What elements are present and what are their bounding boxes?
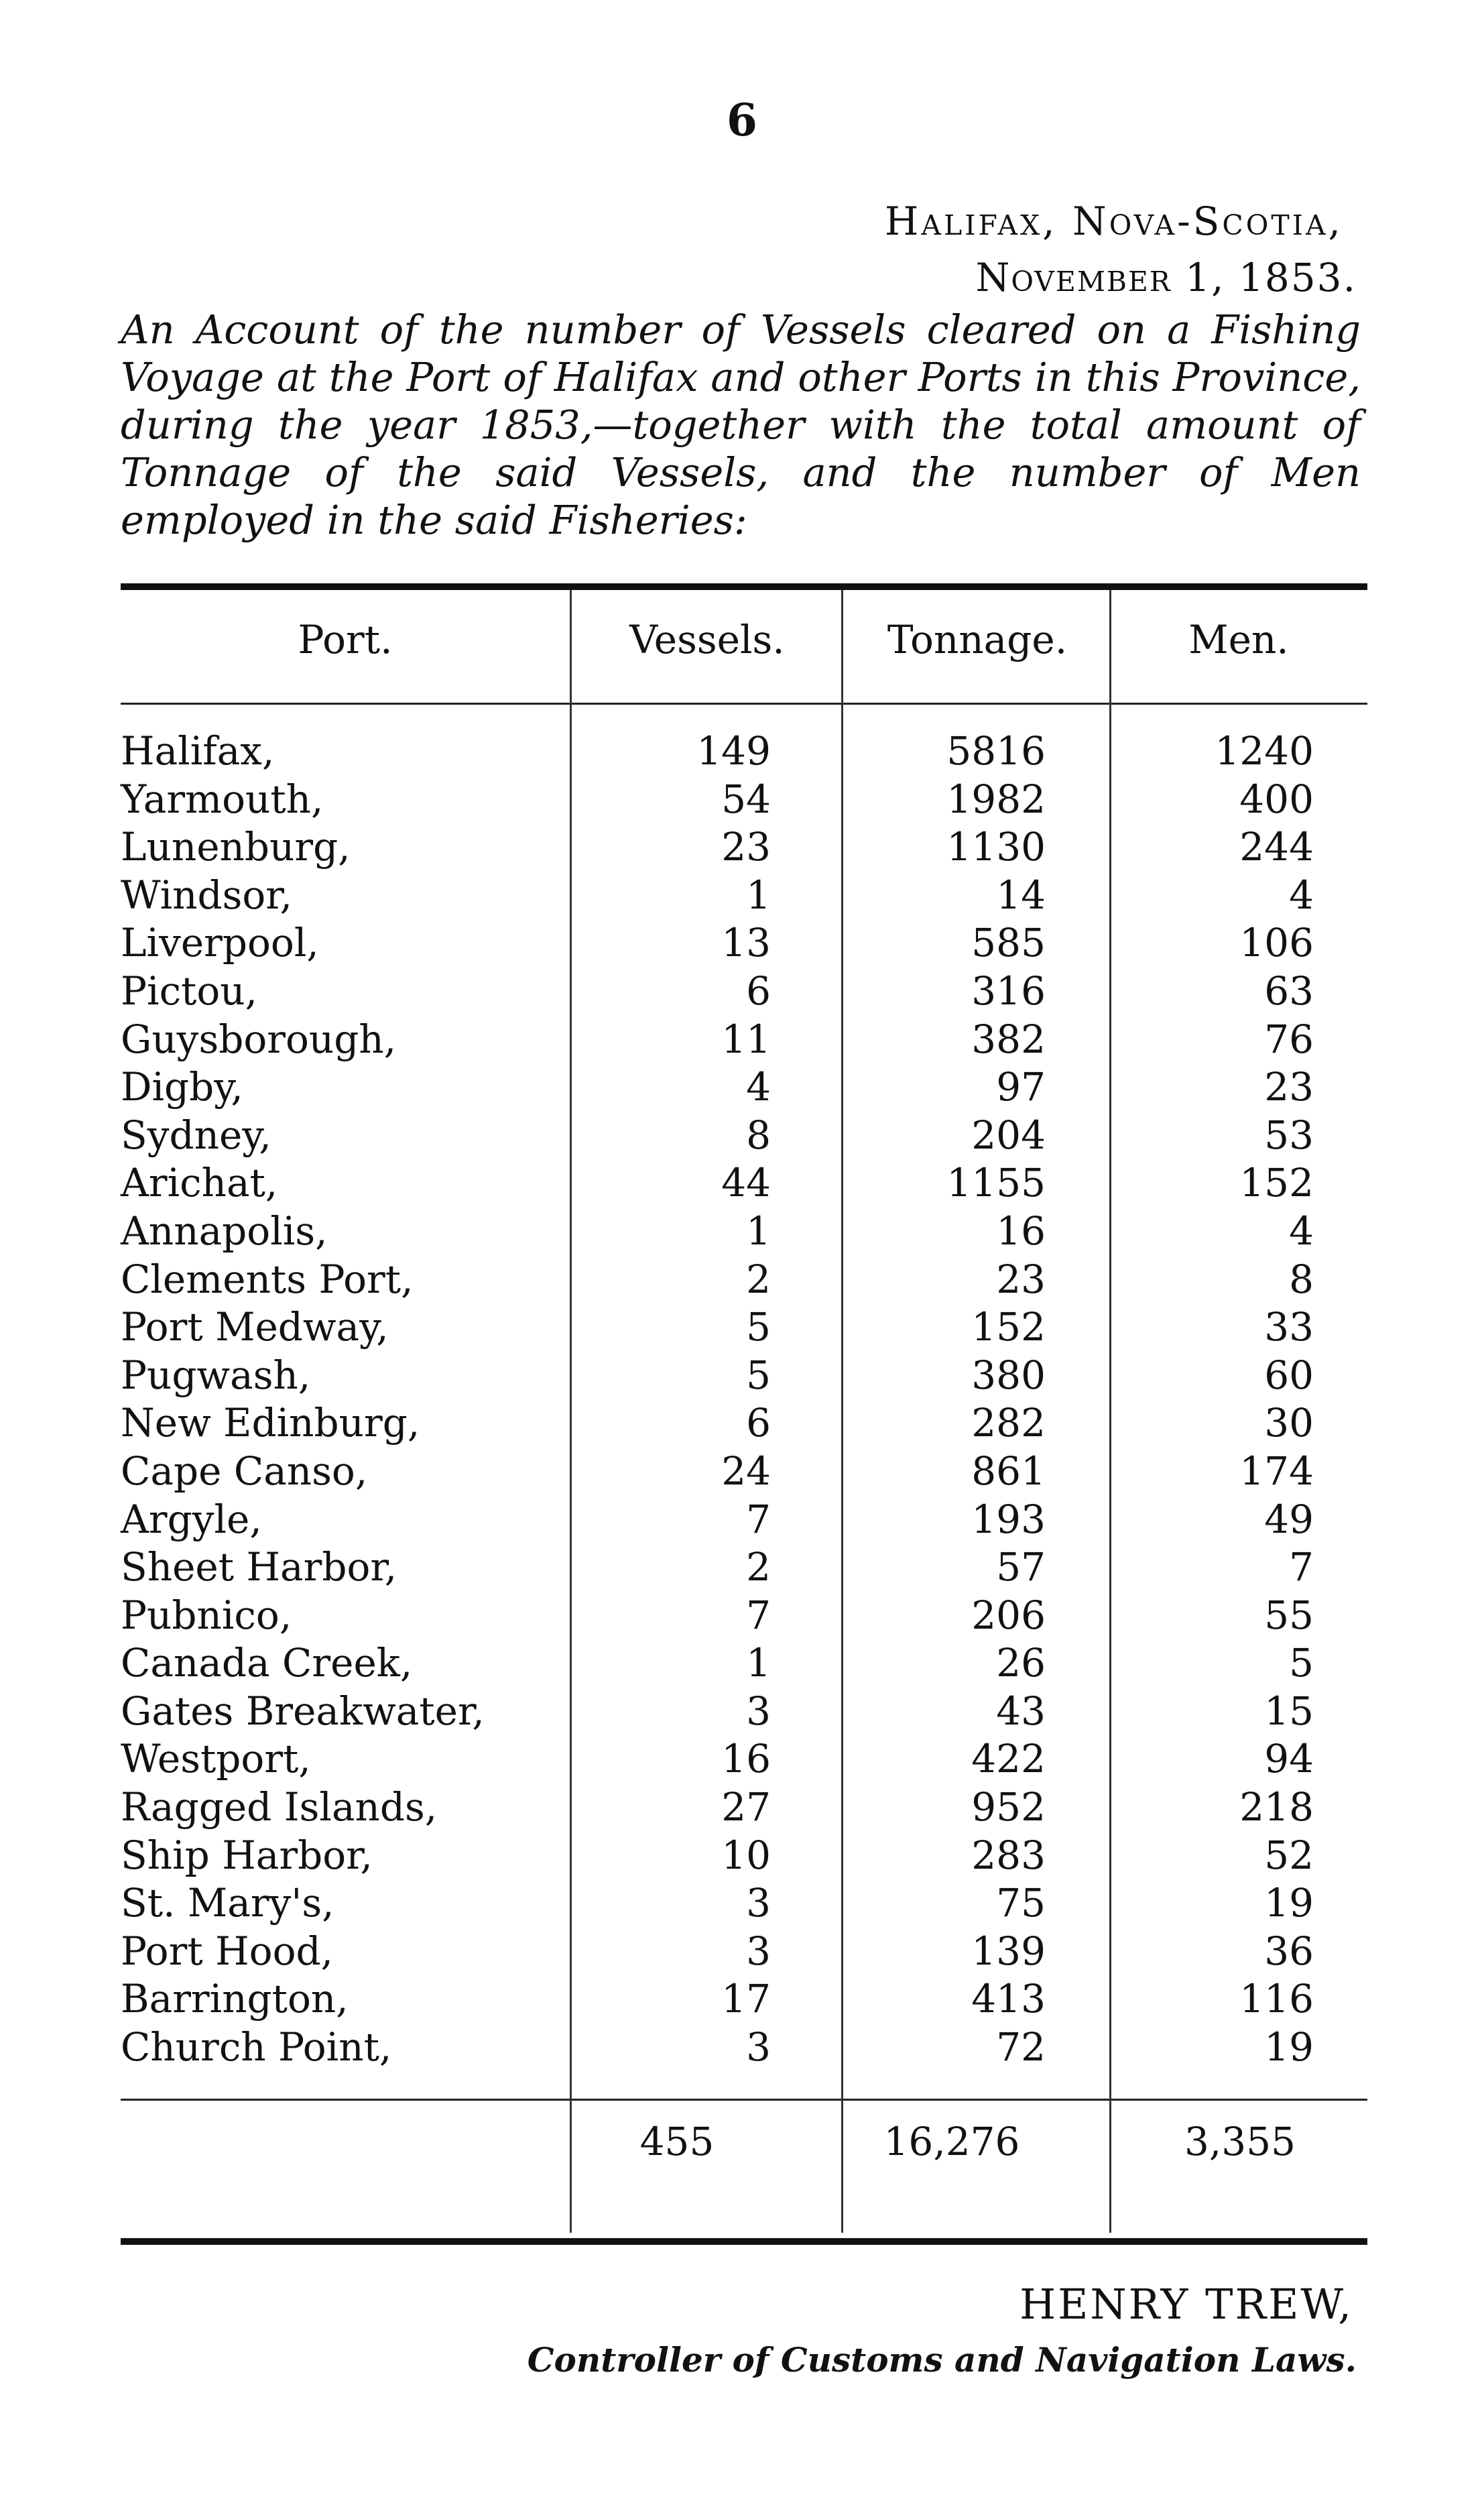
- vessels-cell: 54: [721, 776, 771, 822]
- men-cell: 7: [1289, 1544, 1314, 1590]
- tonnage-cell: 97: [996, 1064, 1046, 1110]
- tonnage-cell: 382: [971, 1016, 1046, 1062]
- men-cell: 52: [1264, 1832, 1314, 1878]
- men-cell: 244: [1239, 824, 1314, 870]
- men-cell: 60: [1264, 1352, 1314, 1398]
- port-cell: Canada Creek,: [121, 1640, 413, 1686]
- page-number: 6: [727, 94, 757, 146]
- table-row: [0, 1784, 1484, 1832]
- port-cell: Ship Harbor,: [121, 1832, 373, 1878]
- vessels-cell: 3: [746, 1928, 771, 1974]
- vessels-cell: 8: [746, 1112, 771, 1158]
- date-heading: November 1, 1853.: [975, 255, 1357, 300]
- signatory-name: HENRY TREW,: [1019, 2280, 1353, 2329]
- totals-row: [0, 2119, 1484, 2172]
- tonnage-cell: 152: [971, 1304, 1046, 1350]
- vessels-cell: 6: [746, 968, 771, 1014]
- tonnage-cell: 23: [996, 1256, 1046, 1302]
- port-cell: Ragged Islands,: [121, 1784, 438, 1830]
- port-cell: New Edinburg,: [121, 1400, 420, 1446]
- table-row: [0, 872, 1484, 920]
- table-row: [0, 1639, 1484, 1688]
- vessels-cell: 11: [721, 1016, 771, 1062]
- vessels-cell: 44: [721, 1160, 771, 1206]
- tonnage-cell: 57: [996, 1544, 1046, 1590]
- men-cell: 76: [1264, 1016, 1314, 1062]
- vessels-cell: 27: [721, 1784, 771, 1830]
- tonnage-cell: 952: [971, 1784, 1046, 1830]
- table-row: [0, 1592, 1484, 1640]
- port-cell: Lunenburg,: [121, 824, 351, 870]
- table-row: [0, 1016, 1484, 1064]
- tonnage-cell: 585: [971, 920, 1046, 966]
- vessels-cell: 3: [746, 1688, 771, 1734]
- vessels-cell: 3: [746, 2024, 771, 2070]
- tonnage-cell: 413: [971, 1976, 1046, 2022]
- table-row: [0, 1303, 1484, 1352]
- tonnage-cell: 16: [996, 1208, 1046, 1254]
- tonnage-cell: 5816: [946, 728, 1046, 774]
- vessels-cell: 2: [746, 1256, 771, 1302]
- men-cell: 116: [1239, 1976, 1314, 2022]
- table-row: [0, 1975, 1484, 2024]
- port-cell: Guysborough,: [121, 1016, 397, 1062]
- table-row: [0, 1688, 1484, 1736]
- vessels-cell: 149: [696, 728, 771, 774]
- port-cell: Port Hood,: [121, 1928, 334, 1974]
- table-row: [0, 1543, 1484, 1592]
- port-cell: Halifax,: [121, 728, 275, 774]
- table-row: [0, 1112, 1484, 1160]
- port-cell: Gates Breakwater,: [121, 1688, 485, 1734]
- port-cell: Yarmouth,: [121, 776, 324, 822]
- table-row: [0, 1399, 1484, 1448]
- intro-paragraph: An Account of the number of Vessels cleared on a Fishing Voyage at the Port of Halifax and other Ports in this Province, during the year 1853,—together with the total amount of Tonnage of the said Vessels, and the number of Men employed in the said Fisheries:: [121, 306, 1361, 543]
- port-cell: Argyle,: [121, 1496, 262, 1542]
- men-cell: 49: [1264, 1496, 1314, 1542]
- total-men: 3,355: [1184, 2119, 1296, 2164]
- table-header: [0, 617, 1484, 664]
- vessels-cell: 16: [721, 1736, 771, 1782]
- tonnage-cell: 72: [996, 2024, 1046, 2070]
- tonnage-cell: 193: [971, 1496, 1046, 1542]
- table-row: [0, 1063, 1484, 1112]
- port-cell: Annapolis,: [121, 1208, 328, 1254]
- men-cell: 4: [1289, 1208, 1314, 1254]
- men-cell: 63: [1264, 968, 1314, 1014]
- men-cell: 4: [1289, 872, 1314, 918]
- vessels-cell: 5: [746, 1304, 771, 1350]
- port-cell: Liverpool,: [121, 920, 319, 966]
- men-cell: 33: [1264, 1304, 1314, 1350]
- men-cell: 53: [1264, 1112, 1314, 1158]
- vessels-cell: 23: [721, 824, 771, 870]
- total-vessels: 455: [639, 2119, 715, 2164]
- header-men: Men.: [1188, 617, 1289, 662]
- port-cell: Barrington,: [121, 1976, 349, 2022]
- men-cell: 55: [1264, 1592, 1314, 1638]
- men-cell: 174: [1239, 1448, 1314, 1494]
- totals-top-rule: [121, 2099, 1367, 2101]
- table-row: [0, 727, 1484, 776]
- port-cell: Clements Port,: [121, 1256, 414, 1302]
- table-top-rule: [121, 583, 1367, 590]
- table-row: [0, 1256, 1484, 1304]
- port-cell: Cape Canso,: [121, 1448, 368, 1494]
- tonnage-cell: 283: [971, 1832, 1046, 1878]
- port-cell: Pubnico,: [121, 1592, 292, 1638]
- tonnage-cell: 75: [996, 1880, 1046, 1926]
- men-cell: 19: [1264, 2024, 1314, 2070]
- men-cell: 94: [1264, 1736, 1314, 1782]
- table-body: [0, 727, 1484, 2072]
- men-cell: 36: [1264, 1928, 1314, 1974]
- port-cell: Pugwash,: [121, 1352, 311, 1398]
- tonnage-cell: 1982: [946, 776, 1046, 822]
- port-cell: Pictou,: [121, 968, 258, 1014]
- men-cell: 23: [1264, 1064, 1314, 1110]
- tonnage-cell: 861: [971, 1448, 1046, 1494]
- tonnage-cell: 422: [971, 1736, 1046, 1782]
- table-row: [0, 919, 1484, 968]
- vessels-cell: 3: [746, 1880, 771, 1926]
- vessels-cell: 6: [746, 1400, 771, 1446]
- port-cell: Sheet Harbor,: [121, 1544, 397, 1590]
- port-cell: Port Medway,: [121, 1304, 389, 1350]
- table-row: [0, 1208, 1484, 1256]
- tonnage-cell: 139: [971, 1928, 1046, 1974]
- port-cell: Church Point,: [121, 2024, 392, 2070]
- tonnage-cell: 282: [971, 1400, 1046, 1446]
- men-cell: 1240: [1215, 728, 1314, 774]
- place-heading: Halifax, Nova-Scotia,: [884, 198, 1343, 244]
- port-cell: Westport,: [121, 1736, 311, 1782]
- port-cell: Sydney,: [121, 1112, 271, 1158]
- table-row: [0, 1496, 1484, 1544]
- table-row: [0, 1159, 1484, 1208]
- table-bottom-rule: [121, 2238, 1367, 2245]
- vessels-cell: 5: [746, 1352, 771, 1398]
- table-row: [0, 1448, 1484, 1496]
- vessels-cell: 7: [746, 1592, 771, 1638]
- table-row: [0, 2024, 1484, 2072]
- tonnage-cell: 43: [996, 1688, 1046, 1734]
- table-row: [0, 1832, 1484, 1880]
- vessels-cell: 7: [746, 1496, 771, 1542]
- men-cell: 15: [1264, 1688, 1314, 1734]
- men-cell: 30: [1264, 1400, 1314, 1446]
- tonnage-cell: 206: [971, 1592, 1046, 1638]
- table-row: [0, 1879, 1484, 1928]
- men-cell: 5: [1289, 1640, 1314, 1686]
- table-row: [0, 823, 1484, 872]
- vessels-cell: 4: [746, 1064, 771, 1110]
- tonnage-cell: 14: [996, 872, 1046, 918]
- vessels-cell: 1: [746, 872, 771, 918]
- table-row: [0, 1735, 1484, 1784]
- table-row: [0, 776, 1484, 824]
- men-cell: 8: [1289, 1256, 1314, 1302]
- table-row: [0, 968, 1484, 1016]
- vessels-cell: 2: [746, 1544, 771, 1590]
- header-port: Port.: [298, 617, 393, 662]
- vessels-cell: 24: [721, 1448, 771, 1494]
- table-row: [0, 1928, 1484, 1976]
- men-cell: 218: [1239, 1784, 1314, 1830]
- signatory-title: Controller of Customs and Navigation Laws.: [527, 2340, 1357, 2380]
- port-cell: Digby,: [121, 1064, 243, 1110]
- tonnage-cell: 316: [971, 968, 1046, 1014]
- header-vessels: Vessels.: [629, 617, 785, 662]
- port-cell: St. Mary's,: [121, 1880, 334, 1926]
- table-row: [0, 1352, 1484, 1400]
- header-bottom-rule: [121, 703, 1367, 705]
- men-cell: 152: [1239, 1160, 1314, 1206]
- tonnage-cell: 1155: [946, 1160, 1046, 1206]
- port-cell: Arichat,: [121, 1160, 278, 1206]
- header-tonnage: Tonnage.: [887, 617, 1068, 662]
- tonnage-cell: 26: [996, 1640, 1046, 1686]
- tonnage-cell: 1130: [946, 824, 1046, 870]
- vessels-cell: 1: [746, 1640, 771, 1686]
- men-cell: 19: [1264, 1880, 1314, 1926]
- vessels-cell: 17: [721, 1976, 771, 2022]
- vessels-cell: 1: [746, 1208, 771, 1254]
- tonnage-cell: 204: [971, 1112, 1046, 1158]
- tonnage-cell: 380: [971, 1352, 1046, 1398]
- total-tonnage: 16,276: [883, 2119, 1020, 2164]
- vessels-cell: 10: [721, 1832, 771, 1878]
- port-cell: Windsor,: [121, 872, 293, 918]
- vessels-cell: 13: [721, 920, 771, 966]
- men-cell: 106: [1239, 920, 1314, 966]
- men-cell: 400: [1239, 776, 1314, 822]
